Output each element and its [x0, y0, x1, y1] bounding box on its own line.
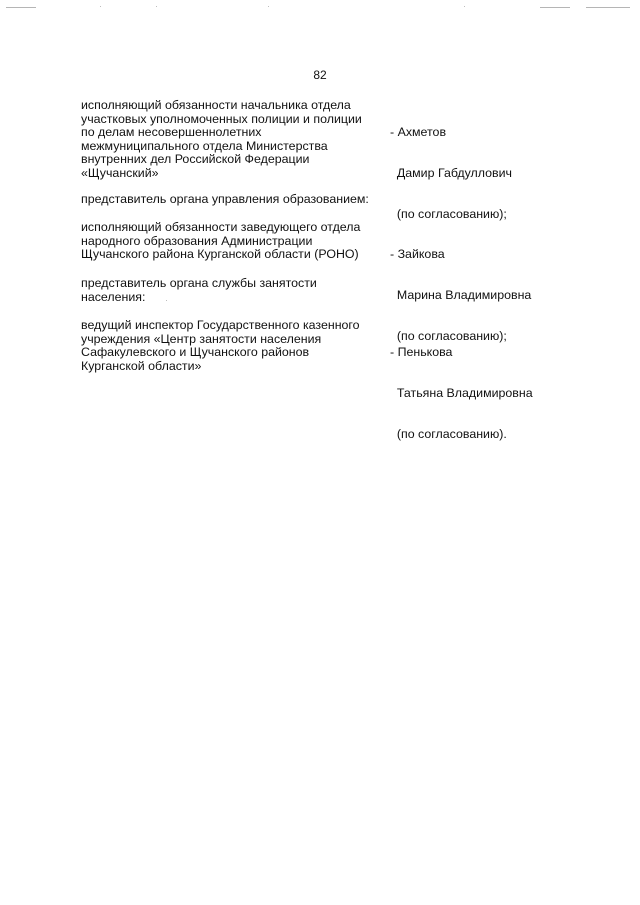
scan-artifact [464, 6, 465, 7]
person-line: Марина Владимировна [390, 287, 532, 302]
section-heading [81, 277, 317, 304]
section-heading [81, 193, 369, 207]
scan-artifact [268, 6, 269, 7]
heading-line: населения: [81, 289, 146, 304]
position-line: по делам несовершеннолетних [81, 125, 262, 140]
person-line: (по согласованию); [390, 328, 507, 343]
person-line: Татьяна Владимировна [390, 385, 533, 400]
position-line: участковых уполномоченных полиции и полиции [81, 111, 362, 126]
position-line: ведущий инспектор Государственного казенного [81, 318, 360, 332]
person-name [390, 99, 512, 235]
position-line: исполняющий обязанности заведующего отдела [81, 220, 361, 234]
position-line: внутренних дел Российской Федерации [81, 152, 310, 167]
position-text [81, 319, 360, 373]
position-line: Щучанского района Курганской области (РОНО) [81, 247, 359, 262]
scan-artifact [156, 6, 157, 7]
position-text [81, 99, 362, 181]
heading-line: представитель органа управления образованием: [81, 192, 369, 206]
person-line: (по согласованию); [390, 206, 507, 221]
person-line: - Зайкова [390, 247, 445, 262]
position-line: межмуниципального отдела Министерства [81, 138, 328, 153]
scan-artifact [540, 7, 570, 8]
position-text [81, 221, 360, 262]
page-number: 82 [313, 68, 327, 82]
scan-artifact [586, 7, 630, 8]
position-line: исполняющий обязанности начальника отдела [81, 98, 351, 112]
person-line: - Пенькова [390, 345, 453, 360]
person-name [390, 319, 533, 455]
position-line: Курганской области» [81, 358, 202, 373]
person-line: (по согласованию). [390, 426, 507, 441]
position-line: народного образования Администрации [81, 233, 313, 248]
heading-line: представитель органа службы занятости [81, 276, 317, 290]
position-line: учреждения «Центр занятости населения [81, 331, 322, 346]
position-line: «Щучанский» [81, 165, 159, 180]
scan-artifact [6, 7, 36, 8]
person-line: - Ахметов [390, 125, 447, 140]
position-line: Сафакулевского и Щучанского районов [81, 345, 310, 360]
person-line: Дамир Габдуллович [390, 165, 512, 180]
scan-artifact [100, 6, 101, 7]
